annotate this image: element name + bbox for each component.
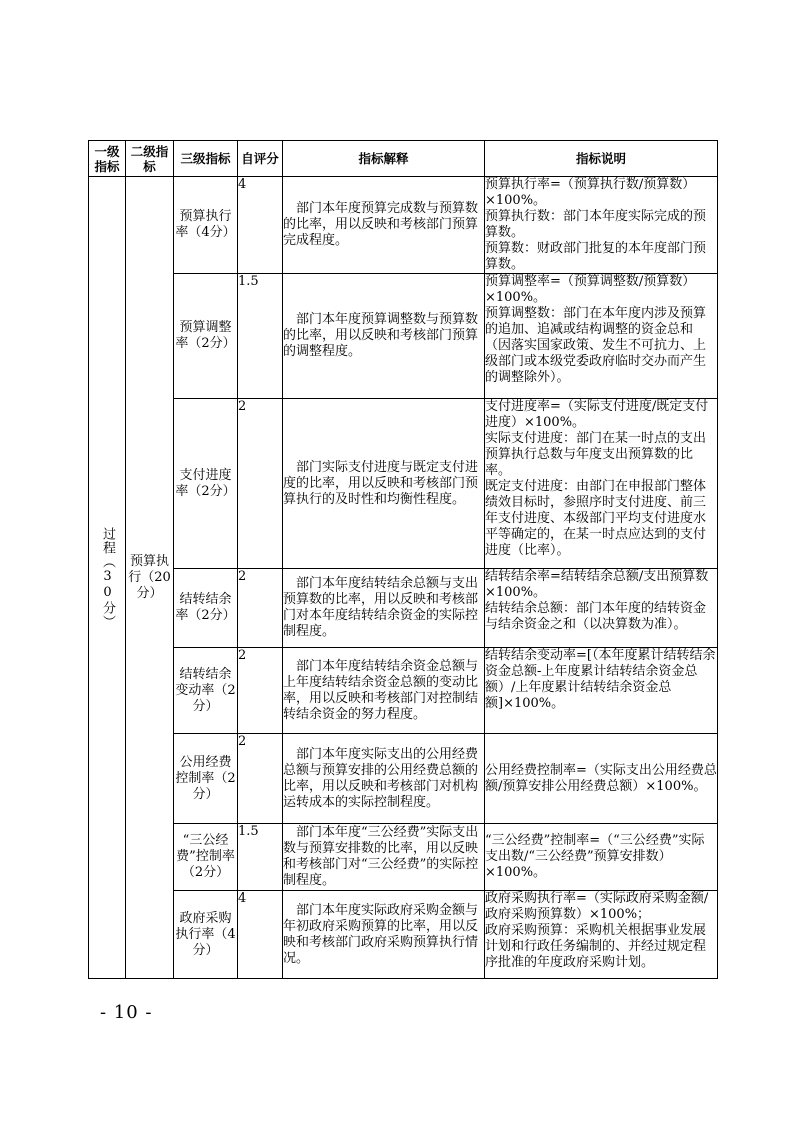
description-line: 实际支付进度：部门在某一时点的支出预算执行总数与年度支出预算数的比率。 — [485, 431, 707, 478]
indicator-description — [485, 648, 718, 734]
evaluation-table — [88, 140, 718, 979]
indicator-explanation: 部门本年度“三公经费”实际支出数与预算安排数的比率，用以反映和考核部门对“三公经费”的实际控制程度。 — [283, 824, 485, 891]
indicator-explanation: 部门实际支付进度与既定支付进度的比率，用以反映和考核部门预算执行的及时性和均衡性程度。 — [283, 399, 485, 569]
description-line: 预算执行数：部门本年度实际完成的预算数。 — [485, 209, 707, 240]
page-number: - 10 - — [100, 1002, 153, 1023]
description-line: 既定支付进度：由部门在申报部门整体绩效目标时，参照序时支付进度、前三年支付进度、本级部门平均支付进度水平等确定的，在某一时点应达到的支付进度（比率）。 — [485, 479, 707, 558]
header-score: 自评分 — [238, 141, 283, 177]
indicator-explanation: 部门本年度结转结余资金总额与上年度结转结余资金总额的变动比率，用以反映和考核部门对控制结转结余资金的努力程度。 — [283, 648, 485, 734]
header-row — [89, 141, 718, 177]
indicator-name: 预算执行率（4分） — [174, 177, 238, 274]
self-score: 1.5 — [238, 824, 283, 891]
description-line: 政府采购执行率=（实际政府采购金额/政府采购预算数）×100%； — [485, 891, 709, 922]
indicator-description — [485, 734, 718, 824]
indicator-name: 政府采购执行率（4分） — [174, 891, 238, 979]
self-score: 2 — [238, 399, 283, 569]
table-row — [89, 891, 718, 979]
self-score: 1.5 — [238, 274, 283, 399]
level2-label: 预算执行（20分） — [128, 553, 171, 601]
indicator-name: 结转结余率（2分） — [174, 569, 238, 648]
table-row — [89, 177, 718, 274]
description-line: 结转结余率=结转结余总额/支出预算数×100%。 — [485, 569, 709, 600]
indicator-explanation: 部门本年度结转结余总额与支出预算数的比率，用以反映和考核部门对本年度结转结余资金的实际控制程度。 — [283, 569, 485, 648]
table-row — [89, 399, 718, 569]
indicator-name: “三公经费”控制率（2分） — [174, 824, 238, 891]
table-row — [89, 734, 718, 824]
description-line: 预算执行率=（预算执行数/预算数）×100%。 — [485, 177, 696, 208]
indicator-explanation: 部门本年度预算调整数与预算数的比率，用以反映和考核部门预算的调整程度。 — [283, 274, 485, 399]
level1-cell — [89, 177, 126, 979]
header-description: 指标说明 — [485, 141, 718, 177]
description-line: 预算调整数：部门在本年度内涉及预算的追加、追减或结构调整的资金总和（因落实国家政策、发生不可抗力、上级部门或本级党委政府临时交办而产生的调整除外）。 — [485, 306, 707, 385]
header-explanation: 指标解释 — [283, 141, 485, 177]
indicator-description — [485, 274, 718, 399]
description-line: 政府采购预算：采购机关根据事业发展计划和行政任务编制的、并经过规定程序批准的年度政府采购计划。 — [485, 923, 707, 970]
description-line: 结转结余变动率=[（本年度累计结转结余资金总额-上年度累计结转结余资金总额）/上年度累计结转结余资金总额]×100%。 — [485, 648, 716, 711]
level1-label: 过程（30分） — [100, 526, 115, 629]
indicator-name: 预算调整率（2分） — [174, 274, 238, 399]
self-score: 2 — [238, 569, 283, 648]
indicator-explanation: 部门本年度实际支出的公用经费总额与预算安排的公用经费总额的比率，用以反映和考核部门对机构运转成本的实际控制程度。 — [283, 734, 485, 824]
indicator-explanation: 部门本年度实际政府采购金额与年初政府采购预算的比率，用以反映和考核部门政府采购预算执行情况。 — [283, 891, 485, 979]
indicator-description — [485, 824, 718, 891]
description-line: “三公经费”控制率=（“三公经费”实际支出数/“三公经费”预算安排数）×100%。 — [485, 833, 705, 880]
header-level3: 三级指标 — [174, 141, 238, 177]
description-line: 支付进度率=（实际支付进度/既定支付进度）×100%。 — [485, 399, 709, 430]
indicator-name: 公用经费控制率（2分） — [174, 734, 238, 824]
table-row — [89, 648, 718, 734]
description-line: 结转结余总额：部门本年度的结转资金与结余资金之和（以决算数为准）。 — [485, 601, 707, 632]
level2-cell — [126, 177, 174, 979]
indicator-name: 结转结余变动率（2分） — [174, 648, 238, 734]
description-line: 公用经费控制率=（实际支出公用经费总额/预算安排公用经费总额）×100%。 — [485, 762, 717, 794]
self-score: 4 — [238, 177, 283, 274]
indicator-description — [485, 569, 718, 648]
self-score: 2 — [238, 734, 283, 824]
header-level1: 一级指标 — [89, 141, 126, 177]
indicator-description — [485, 399, 718, 569]
header-level2: 二级指标 — [126, 141, 174, 177]
table-row — [89, 274, 718, 399]
indicator-explanation: 部门本年度预算完成数与预算数的比率，用以反映和考核部门预算完成程度。 — [283, 177, 485, 274]
indicator-description — [485, 177, 718, 274]
table-row — [89, 569, 718, 648]
indicator-name: 支付进度率（2分） — [174, 399, 238, 569]
description-line: 预算数：财政部门批复的本年度部门预算数。 — [485, 241, 707, 272]
description-line: 预算调整率=（预算调整数/预算数）×100%。 — [485, 274, 696, 305]
table-row — [89, 824, 718, 891]
self-score: 4 — [238, 891, 283, 979]
self-score: 2 — [238, 648, 283, 734]
indicator-description — [485, 891, 718, 979]
